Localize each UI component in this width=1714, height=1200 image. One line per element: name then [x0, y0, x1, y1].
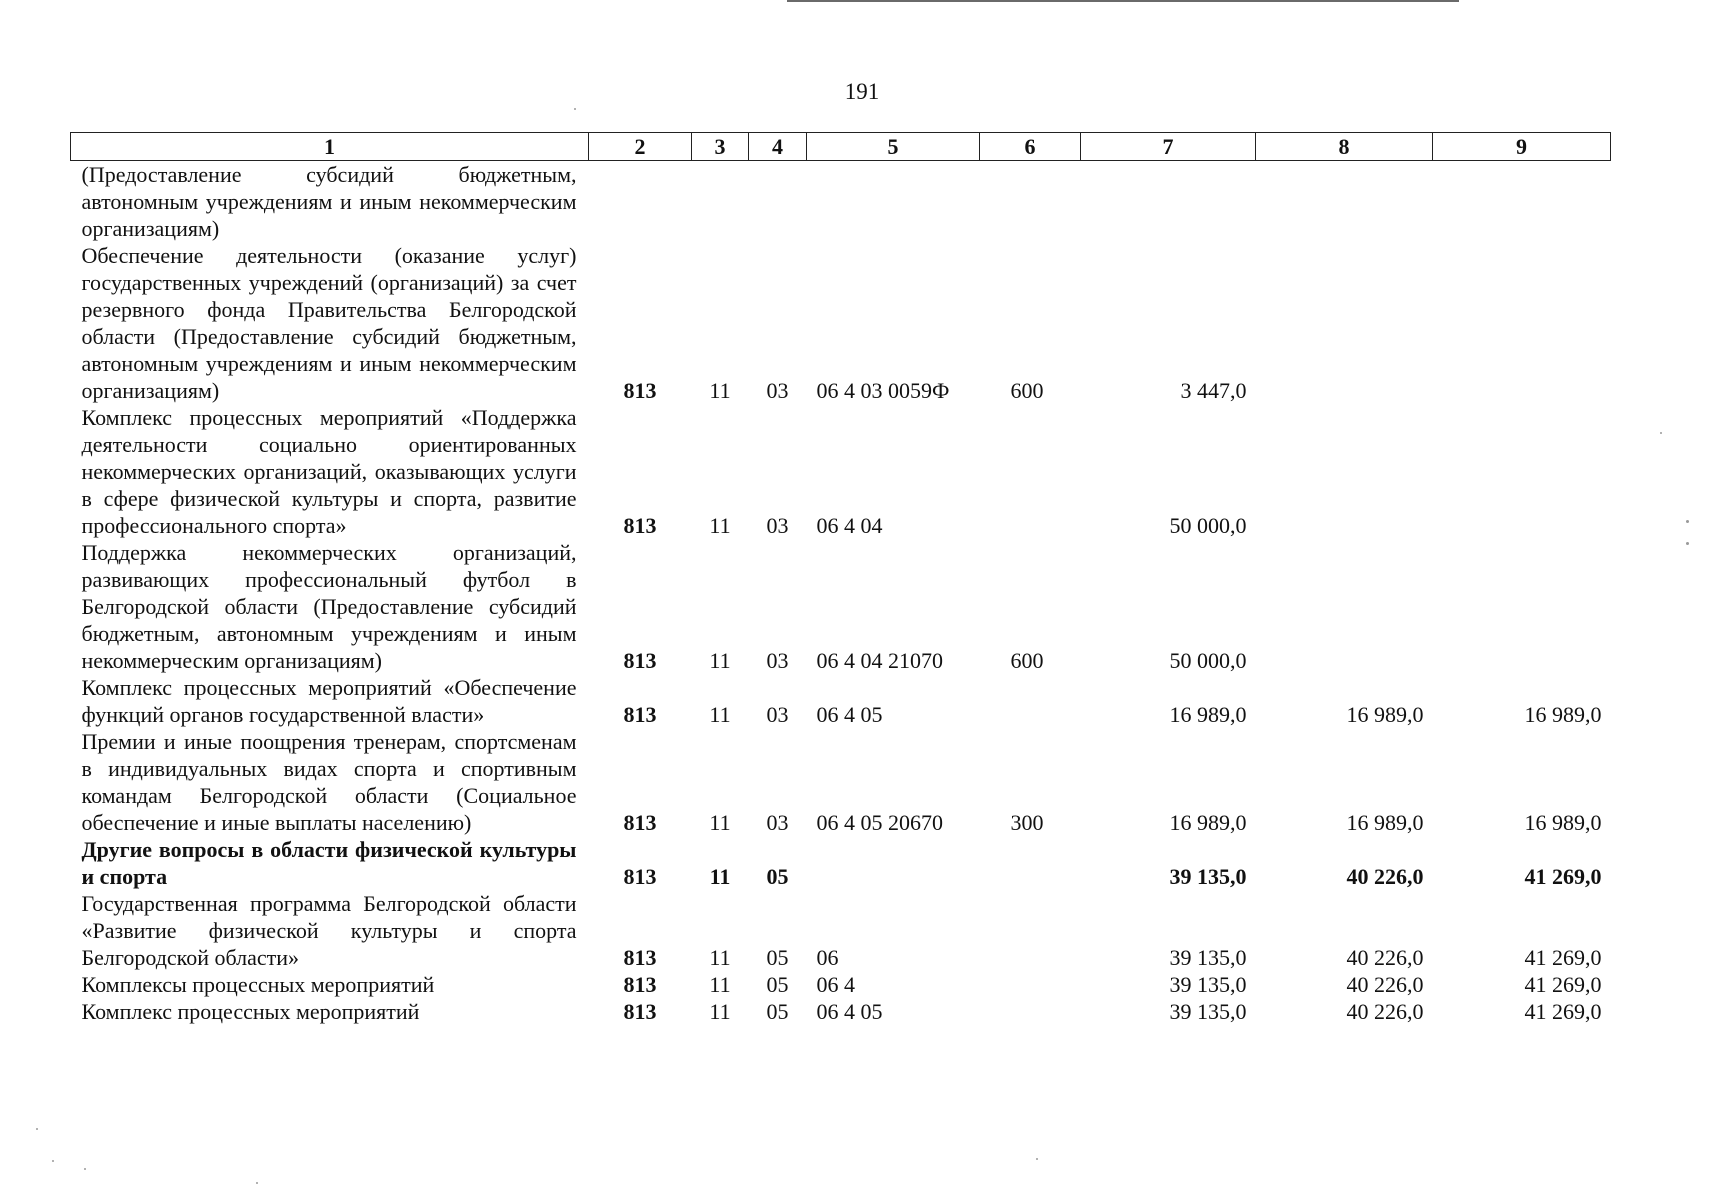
column-header: 1 [71, 133, 589, 161]
row-name: Комплексы процессных мероприятий [81, 972, 435, 997]
subsection-code: 05 [766, 864, 789, 889]
amount-col-9: 41 269,0 [1524, 864, 1602, 889]
amount-col-8: 40 226,0 [1346, 864, 1424, 889]
expense-type [980, 161, 1081, 243]
scan-speck [36, 1128, 38, 1130]
admin-code: 813 [623, 864, 657, 889]
page-number: 191 [844, 79, 880, 104]
amount-col-9 [1433, 161, 1611, 243]
table-row [71, 890, 1611, 971]
amount-col-8: 40 226,0 [1346, 972, 1424, 997]
table-row [71, 836, 1611, 890]
subsection-code: 05 [766, 972, 789, 997]
table-row [71, 404, 1611, 539]
section-code: 11 [709, 702, 731, 727]
amount-col-8: 40 226,0 [1346, 999, 1424, 1024]
section-code: 11 [709, 513, 731, 538]
target-article: 06 4 03 0059Ф [816, 378, 950, 403]
row-name: Комплекс процессных мероприятий [81, 999, 420, 1024]
column-header: 5 [807, 133, 980, 161]
target-article: 06 4 05 20670 [816, 810, 943, 835]
table-row [71, 998, 1611, 1025]
row-name: Государственная программа Белгородской области «Развитие физической культуры и спорта Белгородской области» [81, 891, 577, 970]
section-code: 11 [709, 864, 731, 889]
amount-col-9 [1433, 242, 1611, 404]
table-row [71, 161, 1611, 243]
amount-col-7 [1081, 161, 1256, 243]
row-name: Обеспечение деятельности (оказание услуг) государственных учреждений (организаций) за счет резервного фонда Правительства Белгородской области (Предоставление субсидий бюджетным, автономным учреждениям и иным некоммерческим организациям) [81, 243, 577, 403]
amount-col-7: 39 135,0 [1169, 945, 1247, 970]
column-header: 8 [1256, 133, 1433, 161]
amount-col-9: 41 269,0 [1524, 999, 1602, 1024]
column-header: 6 [980, 133, 1081, 161]
table-row [71, 242, 1611, 404]
column-header: 7 [1081, 133, 1256, 161]
scan-speck [1660, 432, 1662, 434]
target-article: 06 4 05 [816, 999, 883, 1024]
scan-speck [574, 108, 576, 110]
header-row [71, 133, 1611, 161]
target-article [807, 836, 980, 890]
target-article: 06 4 [816, 972, 855, 997]
amount-col-9 [1433, 539, 1611, 674]
scan-speck [1686, 520, 1689, 523]
section-code [692, 161, 749, 243]
subsection-code [749, 161, 807, 243]
amount-col-7: 50 000,0 [1169, 648, 1247, 673]
section-code: 11 [709, 972, 731, 997]
subsection-code: 03 [766, 648, 789, 673]
expense-type [980, 890, 1081, 971]
amount-col-9 [1433, 404, 1611, 539]
amount-col-7: 39 135,0 [1169, 864, 1247, 889]
amount-col-7: 16 989,0 [1169, 702, 1247, 727]
column-header: 3 [692, 133, 749, 161]
amount-col-7: 3 447,0 [1180, 378, 1247, 403]
target-article: 06 4 04 [816, 513, 883, 538]
table-row [71, 728, 1611, 836]
scan-speck [1036, 1158, 1038, 1160]
table-row [71, 971, 1611, 998]
budget-table [70, 132, 1611, 1025]
scan-speck [52, 1160, 54, 1162]
expense-type [980, 404, 1081, 539]
amount-col-9: 41 269,0 [1524, 945, 1602, 970]
subsection-code: 03 [766, 810, 789, 835]
amount-col-8 [1256, 404, 1433, 539]
target-article: 06 4 05 [816, 702, 883, 727]
target-article: 06 [816, 945, 839, 970]
column-header: 9 [1433, 133, 1611, 161]
admin-code: 813 [623, 999, 657, 1024]
subsection-code: 03 [766, 513, 789, 538]
amount-col-8: 40 226,0 [1346, 945, 1424, 970]
target-article [807, 161, 980, 243]
admin-code: 813 [623, 378, 657, 403]
amount-col-9: 16 989,0 [1524, 702, 1602, 727]
section-code: 11 [709, 378, 731, 403]
subsection-code: 03 [766, 378, 789, 403]
expense-type [980, 836, 1081, 890]
column-header: 4 [749, 133, 807, 161]
amount-col-7: 39 135,0 [1169, 972, 1247, 997]
admin-code [589, 161, 692, 243]
table-body [71, 161, 1611, 1026]
row-name: Комплекс процессных мероприятий «Поддержка деятельности социально ориентированных некоммерческих организаций, оказывающих услуги в сфере физической культуры и спорта, развитие профессионального спорта» [81, 405, 577, 538]
scan-edge-line [787, 0, 1459, 2]
amount-col-8 [1256, 242, 1433, 404]
amount-col-7: 16 989,0 [1169, 810, 1247, 835]
admin-code: 813 [623, 513, 657, 538]
row-name: Поддержка некоммерческих организаций, развивающих профессиональный футбол в Белгородской области (Предоставление субсидий бюджетным, автономным учреждениям и иным некоммерческим организациям) [81, 540, 577, 673]
amount-col-9: 16 989,0 [1524, 810, 1602, 835]
row-name: (Предоставление субсидий бюджетным, автономным учреждениям и иным некоммерческим организациям) [81, 162, 577, 241]
admin-code: 813 [623, 702, 657, 727]
admin-code: 813 [623, 972, 657, 997]
admin-code: 813 [623, 648, 657, 673]
expense-type: 600 [1010, 378, 1044, 403]
table-row [71, 674, 1611, 728]
column-header: 2 [589, 133, 692, 161]
scan-speck [1686, 542, 1689, 545]
expense-type: 600 [1010, 648, 1044, 673]
expense-type [980, 998, 1081, 1025]
section-code: 11 [709, 945, 731, 970]
amount-col-7: 50 000,0 [1169, 513, 1247, 538]
section-code: 11 [709, 648, 731, 673]
amount-col-8 [1256, 161, 1433, 243]
subsection-code: 05 [766, 999, 789, 1024]
subsection-code: 05 [766, 945, 789, 970]
section-code: 11 [709, 999, 731, 1024]
amount-col-7: 39 135,0 [1169, 999, 1247, 1024]
amount-col-8: 16 989,0 [1346, 810, 1424, 835]
amount-col-8 [1256, 539, 1433, 674]
expense-type [980, 971, 1081, 998]
row-name: Другие вопросы в области физической культуры и спорта [81, 837, 577, 889]
row-name: Премии и иные поощрения тренерам, спортсменам в индивидуальных видах спорта и спортивным командам Белгородской области (Социальное обеспечение и иные выплаты населению) [81, 729, 577, 835]
section-code: 11 [709, 810, 731, 835]
row-name: Комплекс процессных мероприятий «Обеспечение функций органов государственной власти» [81, 675, 577, 727]
subsection-code: 03 [766, 702, 789, 727]
amount-col-9: 41 269,0 [1524, 972, 1602, 997]
expense-type: 300 [1010, 810, 1044, 835]
expense-type [980, 674, 1081, 728]
scan-speck [256, 1182, 258, 1184]
amount-col-8: 16 989,0 [1346, 702, 1424, 727]
scan-speck [84, 1168, 86, 1170]
table-row [71, 539, 1611, 674]
admin-code: 813 [623, 810, 657, 835]
target-article: 06 4 04 21070 [816, 648, 943, 673]
admin-code: 813 [623, 945, 657, 970]
